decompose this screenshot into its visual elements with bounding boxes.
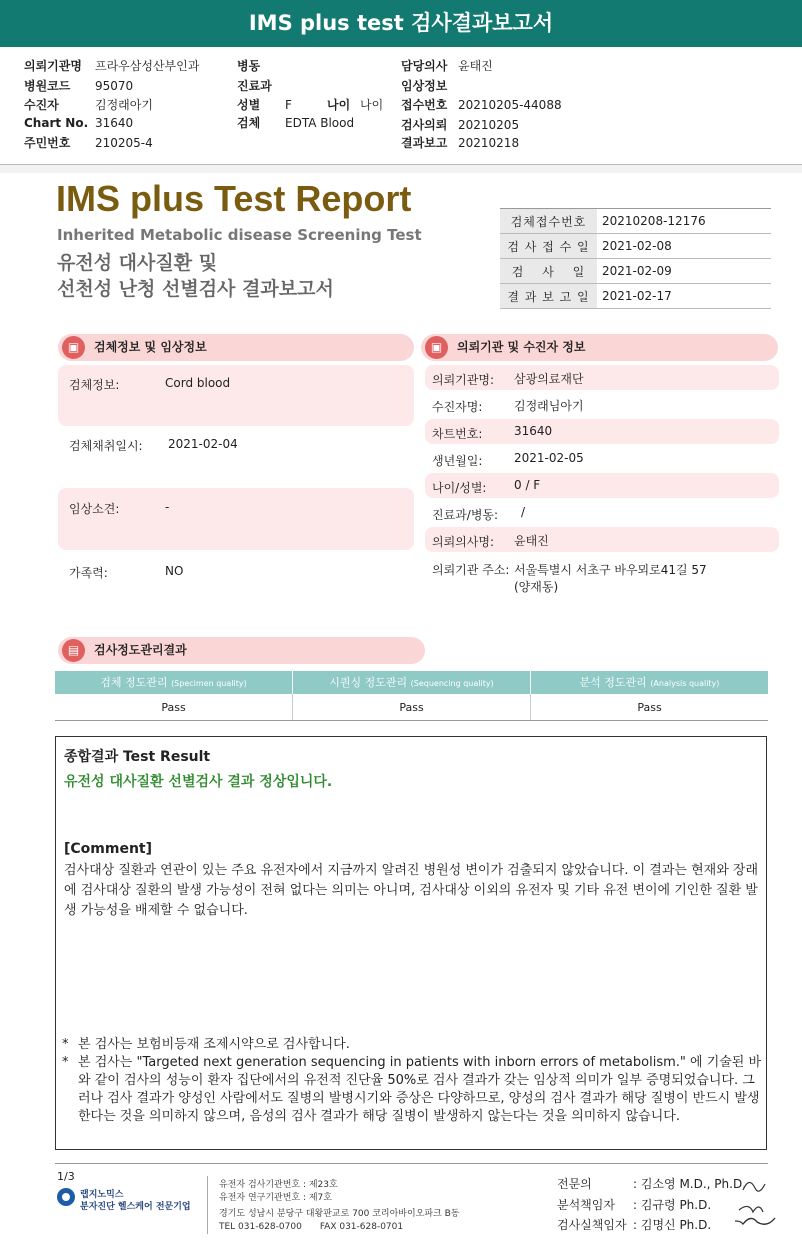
signer-role: 전문의 [557,1177,592,1191]
result-title: 종합결과 Test Result [64,749,211,765]
family-history-value: NO [165,564,184,578]
info-hospital-code: 병원코드 95070 [24,79,134,93]
test-result-box [55,736,767,1150]
patient-section-header: ▣ 의뢰기관 및 수진자 정보 [421,334,778,361]
footer-separator [207,1176,208,1234]
qc-section-header: ▤ 검사정도관리결과 [58,637,425,664]
patient-row: 차트번호: 31640 [425,419,779,444]
patient-row-address: 의뢰기관 주소: 서울특별시 서초구 바우뫼로41길 57 (양재동) [432,563,707,594]
patient-row: 의뢰기관명: 삼광의료재단 [425,365,779,390]
signer-role: 분석책임자 [557,1198,615,1212]
signer-name: : 김규령 Ph.D. [633,1198,712,1212]
signer-name: : 김명신 Ph.D. [633,1218,712,1232]
dates-row: 검 사 접 수 일 2021-02-08 [500,234,771,259]
info-doctor: 담당의사 윤태진 [401,59,493,73]
family-history-label: 가족력: [69,566,108,580]
qc-value-analysis: Pass [637,701,662,714]
info-ward: 병동 [237,59,261,73]
patient-row: 생년월일: 2021-02-05 [432,451,584,468]
footer-info-line: TEL 031-628-0700 FAX 031-628-0701 [219,1222,404,1232]
signature-icon [735,1172,795,1234]
qc-table-header [55,671,768,694]
info-request-date: 검사의뢰 20210205 [401,118,520,132]
qc-col-sequencing: 시퀀싱 정도관리 (Sequencing quality) [293,671,531,694]
report-korean-title-2: 선천성 난청 선별검사 결과보고서 [57,278,334,300]
info-clinical: 임상정보 [401,79,448,93]
footer-info-line: 유전자 연구기관번호 : 제7호 [219,1193,332,1203]
signer-role: 검사실책임자 [557,1218,627,1232]
qc-value-sequencing: Pass [293,694,531,720]
qc-table [55,671,768,721]
report-subtitle: Inherited Metabolic disease Screening Test [57,226,422,244]
report-banner-title: IMS plus test 검사결과보고서 [0,0,802,47]
company-logo-icon [57,1188,75,1206]
clinical-label: 임상소견: [69,502,120,516]
comment-header: [Comment] [64,841,153,857]
dates-row: 결 과 보 고 일 2021-02-17 [500,284,771,309]
clinical-box [58,488,414,550]
patient-row: 수진자명: 김정래님아기 [432,399,584,414]
notes-list [62,1036,762,1126]
footer-info-line: 유전자 검사기관번호 : 제23호 [219,1180,338,1190]
footer-info-line: 경기도 성남시 분당구 대왕판교로 700 코리아바이오파크 B동 [219,1209,460,1219]
dates-row: 검 사 일 2021-02-09 [500,259,771,284]
specimen-value: Cord blood [165,376,231,390]
patient-row: 진료과/병동: / [432,505,526,522]
info-sex: 성별 F [237,98,292,112]
report-korean-title-1: 유전성 대사질환 및 [57,252,218,274]
page-number: 1/3 [57,1170,75,1183]
qc-col-analysis: 분석 정도관리 (Analysis quality) [579,676,720,689]
info-department: 진료과 [237,79,272,93]
company-name: 랩지노믹스 [80,1190,124,1200]
info-resident-no: 주민번호 210205-4 [24,136,153,150]
lock-icon: ▣ [425,336,448,359]
dates-row: 검체접수번호 20210208-12176 [500,209,771,234]
collect-date-value: 2021-02-04 [168,437,238,451]
clinical-value: - [165,500,170,514]
report-title: IMS plus Test Report [56,178,412,219]
qc-col-specimen: 검체 정도관리 (Specimen quality) [55,671,293,694]
specimen-box [58,365,414,426]
company-tagline: 분자진단 헬스케어 전문기업 [80,1202,191,1212]
result-summary: 유전성 대사질환 선별검사 결과 정상입니다. [64,774,333,790]
info-receipt-no: 접수번호 20210205-44088 [401,98,562,112]
patient-row: 나이/성별: 0 / F [425,473,779,498]
top-info-block [0,47,802,165]
comment-text: 검사대상 질환과 연관이 있는 주요 유전자에서 지금까지 알려진 병원성 변이가 검출되지 않았습니다. 이 결과는 현재와 장래에 검사대상 질환의 발생 가능성이 전혀 없다는 의미는 아니며, 검사대상 이외의 유전자 및 기타 유전 변이에 기인한 질환 발생 가능성을 배제할 수 없습니다. [64,863,759,918]
specimen-label: 검체정보: [69,378,120,392]
patient-row: 의뢰의사명: 윤태진 [425,527,779,552]
note-item: * 본 검사는 "Targeted next generation sequencing in patients with inborn errors of metabolism." 에 기술된 바와 같이 검사의 성능이 환자 집단에서의 유전적 진단율 50%로 검사 결과가 갖는 임상적 의미가 일부 증명되었습니다. 그러나 검사 결과가 양성인 사람에서도 질병의 발병시기와 증상은 다양하므로, 양성의 검사 결과가 해당 질병이 반드시 발생한다는 것을 의미하지 않으며, 음성의 검사 결과가 해당 질병이 발생하지 않는다는 것을 의미하지 않습니다. [62,1055,762,1124]
qc-table-row [55,694,768,721]
collect-date-label: 검체채취일시: [69,439,143,453]
lock-icon: ▣ [62,336,85,359]
footer-divider [55,1163,768,1164]
page-divider-strip [0,165,802,173]
info-chart-no: Chart No. 31640 [24,116,134,130]
info-specimen: 검체 EDTA Blood [237,116,355,130]
note-item: * 본 검사는 보험비등재 조제시약으로 검사합니다. [62,1037,350,1052]
info-patient: 수진자 김정래아기 [24,98,153,112]
signer-name: : 김소영 M.D., Ph.D. [633,1177,747,1191]
qc-value-specimen: Pass [55,694,293,720]
clipboard-icon: ▤ [62,639,85,662]
dates-table [500,208,771,309]
specimen-section-header: ▣ 검체정보 및 임상정보 [58,334,414,361]
info-report-date: 결과보고 20210218 [401,136,520,150]
info-hospital-name: 의뢰기관명 프라우삼성산부인과 [24,59,200,73]
info-age: 나이 나이 [327,98,384,112]
